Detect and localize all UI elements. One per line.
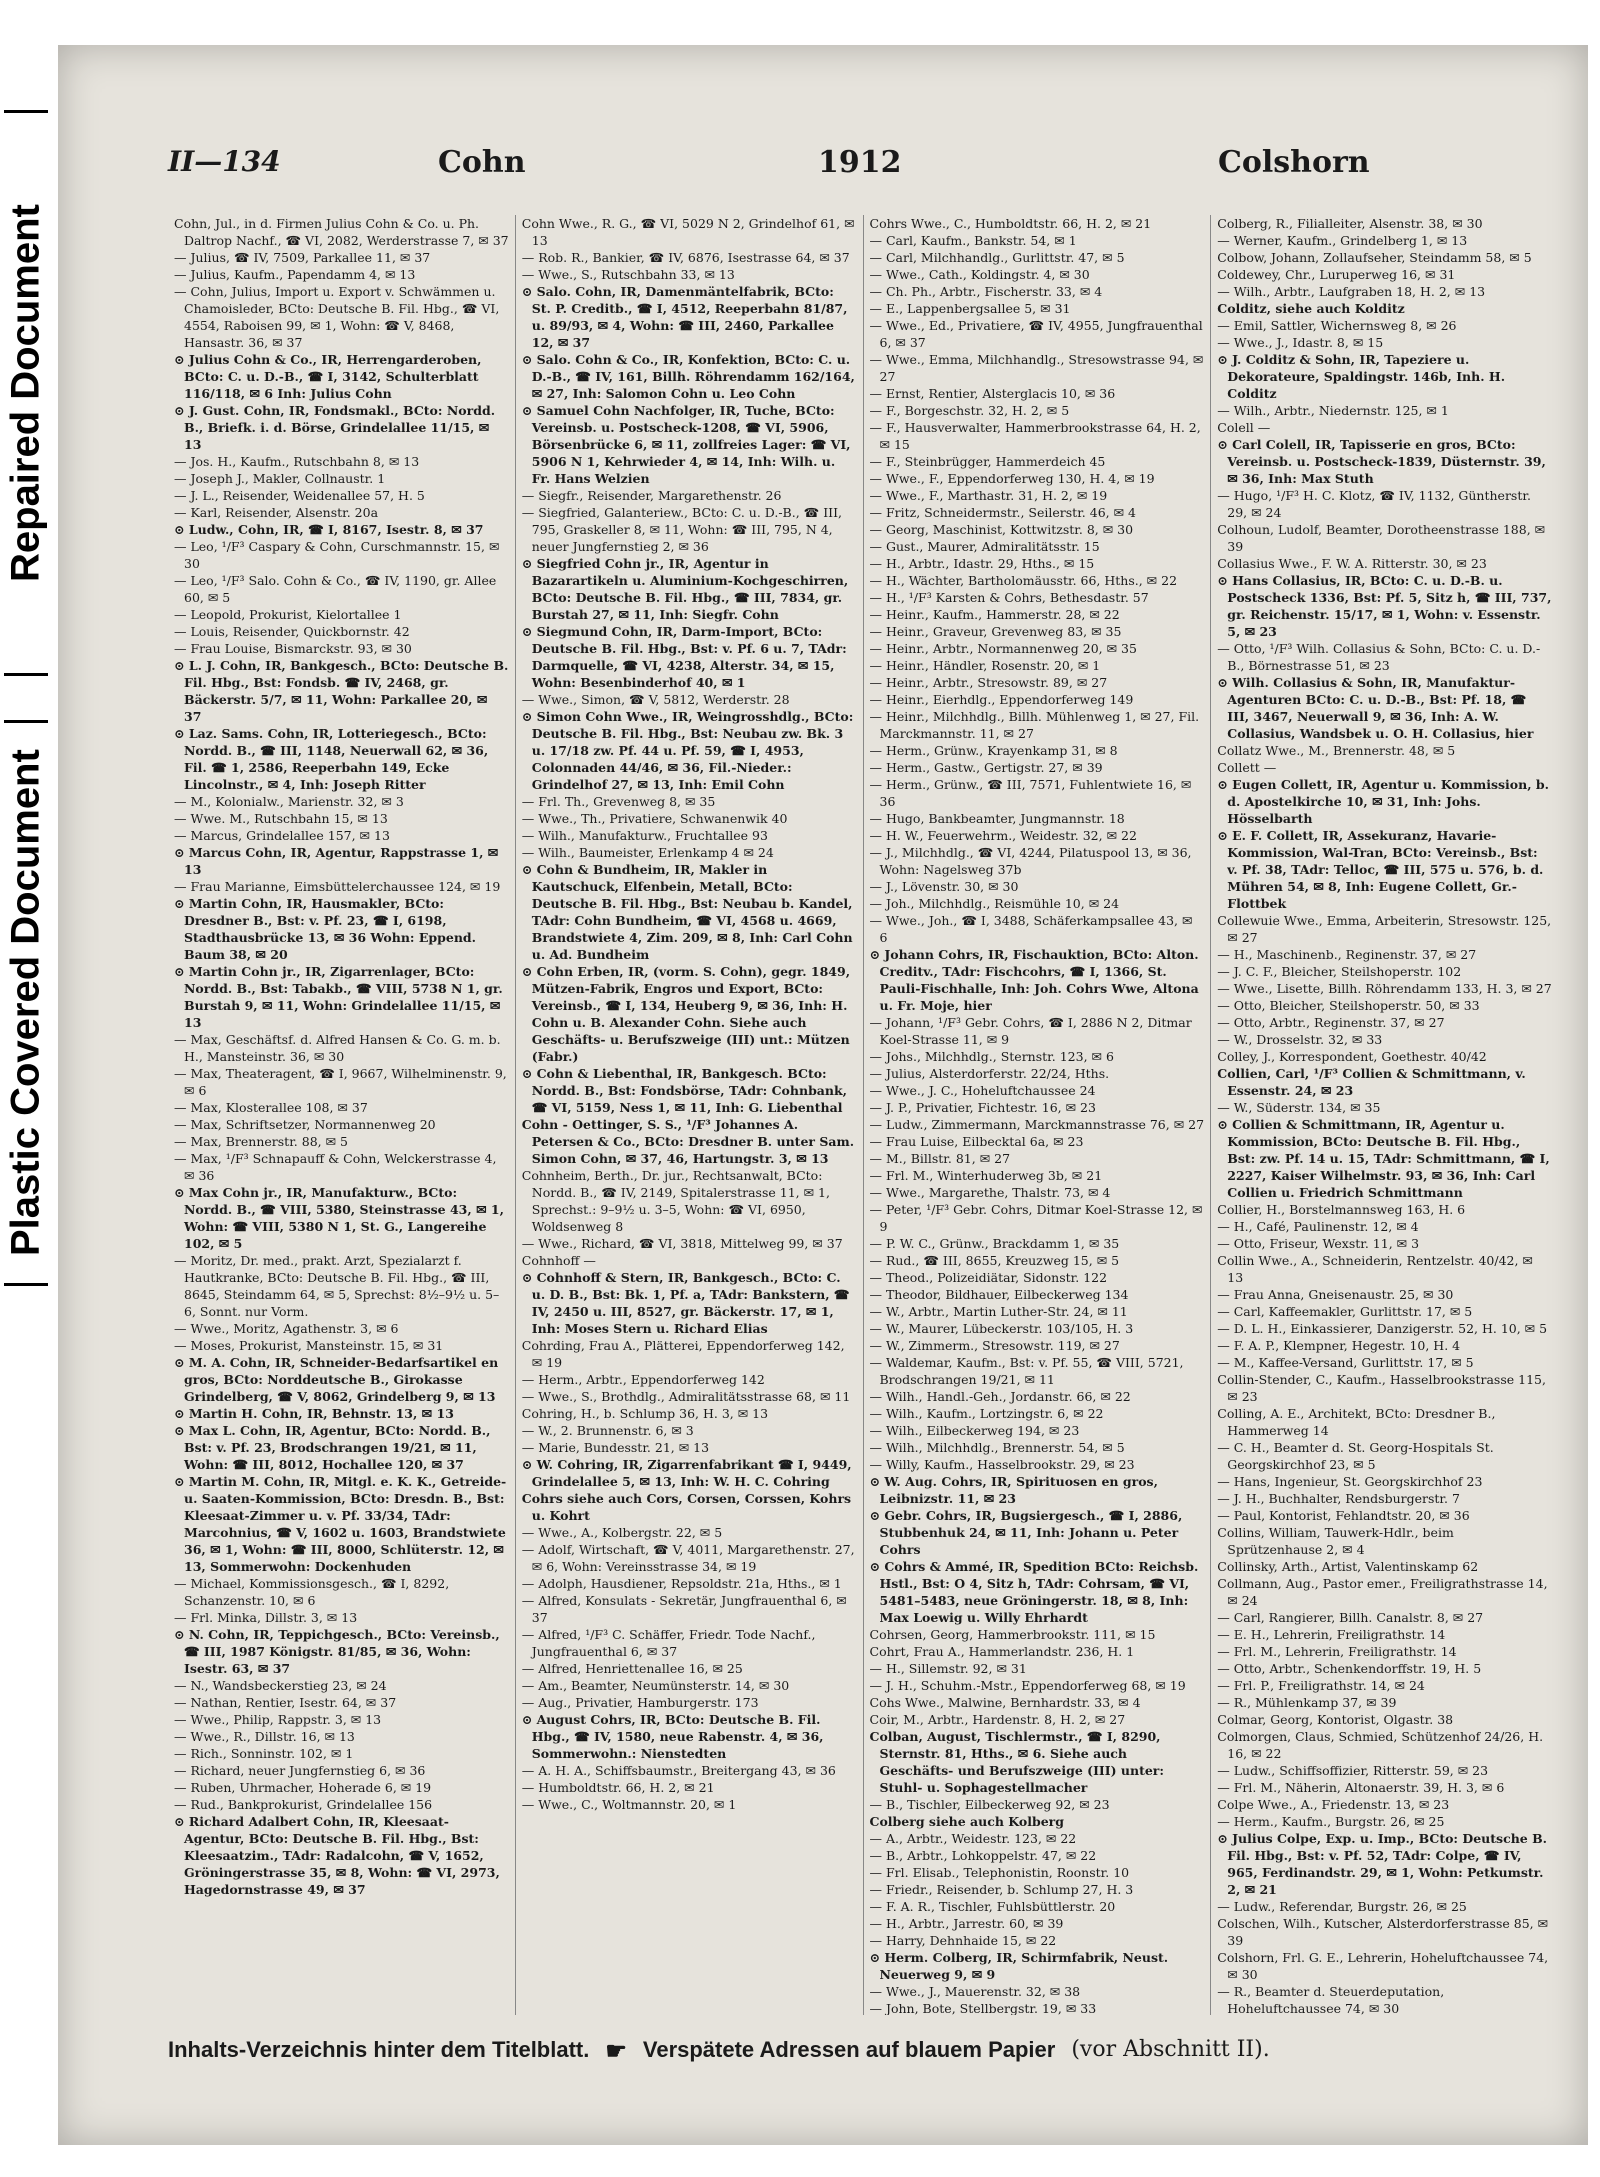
directory-entry: Colpe Wwe., A., Friedenstr. 13, ✉ 23 — [1217, 1797, 1450, 1812]
directory-entry: Cohnheim, Berth., Dr. jur., Rechtsanwalt, BCto: Nordd. B., ☎ IV, 2149, Spitalerstrasse 11, ✉ 1, Sprechst.: 9–9½ u. 3–5, Wohn: ☎ VI, 6950, Woldsenweg 8 — [521, 1168, 830, 1234]
directory-entry: — Wwe., R., Dillstr. 16, ✉ 13 — [174, 1729, 355, 1744]
directory-entry: Collasius Wwe., F. W. A. Ritterstr. 30, ✉ 23 — [1217, 556, 1487, 571]
directory-entry: Colhoun, Ludolf, Beamter, Dorotheenstrasse 188, ✉ 39 — [1217, 522, 1546, 554]
directory-entry: Cohrs siehe auch Cors, Corsen, Corssen, Kohrs u. Kohrt — [521, 1491, 852, 1523]
directory-entry: — Rob. R., Bankier, ☎ IV, 6876, Isestrasse 64, ✉ 37 — [521, 250, 850, 265]
directory-entry: — Heinr., Arbtr., Normannenweg 20, ✉ 35 — [869, 641, 1137, 656]
directory-entry: — Alfred, ¹/F³ C. Schäffer, Friedr. Tode Nachf., Jungfrauenthal 6, ✉ 37 — [521, 1627, 816, 1659]
directory-entry: — Humboldtstr. 66, H. 2, ✉ 21 — [521, 1780, 715, 1795]
directory-entry: Collatz Wwe., M., Brennerstr. 48, ✉ 5 — [1217, 743, 1456, 758]
directory-entry: — Wilh., Arbtr., Laufgraben 18, H. 2, ✉ 13 — [1217, 284, 1486, 299]
directory-entry: — Ludw., Referendar, Burgstr. 26, ✉ 25 — [1217, 1899, 1467, 1914]
directory-entry: — Hugo, Bankbeamter, Jungmannstr. 18 — [869, 811, 1125, 826]
directory-entry: — Herm., Grünw., Krayenkamp 31, ✉ 8 — [869, 743, 1118, 758]
directory-entry: — D. L. H., Einkassierer, Danzigerstr. 52, H. 10, ✉ 5 — [1217, 1321, 1548, 1336]
directory-entry: — Heinr., Milchhdlg., Billh. Mühlenweg 1, ✉ 27, Fil. Marckmannstr. 11, ✉ 27 — [869, 709, 1200, 741]
directory-entry: — Hugo, ¹/F³ H. C. Klotz, ☎ IV, 1132, Güntherstr. 29, ✉ 24 — [1217, 488, 1531, 520]
directory-entry: — Carl, Kaufm., Bankstr. 54, ✉ 1 — [869, 233, 1077, 248]
directory-entry: — Wwe., Joh., ☎ I, 3488, Schäferkampsallee 43, ✉ 6 — [869, 913, 1193, 945]
directory-entry: — M., Kolonialw., Marienstr. 32, ✉ 3 — [174, 794, 404, 809]
directory-entry: — R., Mühlenkamp 37, ✉ 39 — [1217, 1695, 1397, 1710]
directory-entry: — Herm., Gastw., Gertigstr. 27, ✉ 39 — [869, 760, 1103, 775]
directory-entry: — Wwe., Philip, Rappstr. 3, ✉ 13 — [174, 1712, 382, 1727]
directory-entry: — H., Café, Paulinenstr. 12, ✉ 4 — [1217, 1219, 1419, 1234]
directory-entry: ⊙ Martin Cohn jr., IR, Zigarrenlager, BCto: Nordd. B., Bst: Tabakb., ☎ VIII, 5738 N 1, gr. Burstah 9, ✉ 11, Wohn: Grindelallee 11/15, ✉ 13 — [174, 964, 503, 1030]
directory-entry: Collmann, Aug., Pastor emer., Freiligrathstrasse 14, ✉ 24 — [1217, 1576, 1548, 1608]
directory-entry: — Leo, ¹/F³ Caspary & Cohn, Curschmannstr. 15, ✉ 30 — [174, 539, 500, 571]
directory-entry: — Ludw., Zimmermann, Marckmannstrasse 76, ✉ 27 — [869, 1117, 1205, 1132]
directory-entry: — Wilh., Kaufm., Lortzingstr. 6, ✉ 22 — [869, 1406, 1104, 1421]
directory-entry: ⊙ W. Aug. Cohrs, IR, Spirituosen en gros, Leibnizstr. 11, ✉ 23 — [869, 1474, 1158, 1506]
directory-entry: — W., Arbtr., Martin Luther-Str. 24, ✉ 11 — [869, 1304, 1128, 1319]
directory-entry: — Wwe., Richard, ☎ VI, 3818, Mittelweg 99, ✉ 37 — [521, 1236, 843, 1251]
directory-entry: — Leo, ¹/F³ Salo. Cohn & Co., ☎ IV, 1190, gr. Allee 60, ✉ 5 — [174, 573, 497, 605]
directory-entry: — Rich., Sonninstr. 102, ✉ 1 — [174, 1746, 354, 1761]
footer-late-addresses: Verspätete Adressen auf blauem Papier — [642, 2037, 1056, 2062]
directory-entry: — Alfred, Konsulats - Sekretär, Jungfrauenthal 6, ✉ 37 — [521, 1593, 847, 1625]
directory-entry: — Leopold, Prokurist, Kielortallee 1 — [174, 607, 402, 622]
directory-entry: ⊙ Siegmund Cohn, IR, Darm-Import, BCto: Deutsche B. Fil. Hbg., Bst: v. Pf. 6 u. 7, TAdr: Darmquelle, ☎ VI, 4238, Alterstr. 34, ✉ 15, Wohn: Besenbinderhof 40, ✉ 1 — [521, 624, 847, 690]
directory-entry: — J. C. F., Bleicher, Steilshoperstr. 102 — [1217, 964, 1462, 979]
directory-entry: Colban, August, Tischlermstr., ☎ I, 8290, Sternstr. 81, Hths., ✉ 6. Siehe auch Geschäfts- und Berufszweige (III) unter: Stuhl- u. Sophagestellmacher — [869, 1729, 1164, 1795]
directory-entry: — Herm., Arbtr., Eppendorferweg 142 — [521, 1372, 765, 1387]
directory-entry: — N., Wandsbeckerstieg 23, ✉ 24 — [174, 1678, 387, 1693]
directory-entry: — Frau Anna, Gneisenaustr. 25, ✉ 30 — [1217, 1287, 1454, 1302]
directory-entry: Collinsky, Arth., Artist, Valentinskamp 62 — [1217, 1559, 1479, 1574]
directory-entry: ⊙ J. Colditz & Sohn, IR, Tapeziere u. Dekorateure, Spaldingstr. 146b, Inh. H. Colditz — [1217, 352, 1506, 401]
directory-entry: — Wilh., Baumeister, Erlenkamp 4 ✉ 24 — [521, 845, 774, 860]
directory-entry: ⊙ Simon Cohn Wwe., IR, Weingrosshdlg., BCto: Deutsche B. Fil. Hbg., Bst: Neubau zw. Bk. 3 u. 17/18 zw. Pf. 44 u. Pf. 59, ☎ I, 4953, Colonnaden 44/46, ✉ 36, Fil.-Nieder.: Grindelhof 27, ✉ 13, Inh: Emil Cohn — [521, 709, 854, 792]
directory-entry: Colditz, siehe auch Kolditz — [1217, 301, 1405, 316]
directory-entry: — Wwe., Simon, ☎ V, 5812, Werderstr. 28 — [521, 692, 790, 707]
directory-entry: — Frl. Th., Grevenweg 8, ✉ 35 — [521, 794, 716, 809]
directory-entry: — Heinr., Arbtr., Stresowstr. 89, ✉ 27 — [869, 675, 1108, 690]
directory-entry: — Michael, Kommissionsgesch., ☎ I, 8292, Schanzenstr. 10, ✉ 6 — [174, 1576, 450, 1608]
directory-entry: — F., Steinbrügger, Hammerdeich 45 — [869, 454, 1106, 469]
directory-entry: Cohrding, Frau A., Plätterei, Eppendorferweg 142, ✉ 19 — [521, 1338, 845, 1370]
directory-entry: — W., Süderstr. 134, ✉ 35 — [1217, 1100, 1381, 1115]
directory-entry: — P. W. C., Grünw., Brackdamm 1, ✉ 35 — [869, 1236, 1120, 1251]
directory-entry: — Wwe., Lisette, Billh. Röhrendamm 133, H. 3, ✉ 27 — [1217, 981, 1552, 996]
directory-entry: — Cohn, Julius, Import u. Export v. Schwämmen u. Chamoisleder, BCto: Deutsche B. Fil. Hbg., ☎ VI, 4554, Raboisen 99, ✉ 1, Wohn: ☎ V, 8468, Hansastr. 36, ✉ 37 — [174, 284, 500, 350]
directory-entry: — Otto, Bleicher, Steilshoperstr. 50, ✉ 33 — [1217, 998, 1480, 1013]
directory-entry: — Ruben, Uhrmacher, Hoherade 6, ✉ 19 — [174, 1780, 432, 1795]
directory-entry: — Wilh., Milchhdlg., Brennerstr. 54, ✉ 5 — [869, 1440, 1125, 1455]
directory-entry: ⊙ Herm. Colberg, IR, Schirmfabrik, Neust. Neuerweg 9, ✉ 9 — [869, 1950, 1169, 1982]
directory-entry: ⊙ Martin M. Cohn, IR, Mitgl. e. K. K., Getreide- u. Saaten-Kommission, BCto: Dresdn. B., Bst: Kleesaat-Zimmer u. v. Pf. 33/34, TAdr: Marcohnius, ☎ V, 1602 u. 1603, Brandstwiete 36, ✉ 1, Wohn: ☎ III, 8000, Schlüterstr. 12, ✉ 13, Sommerwohn: Dockenhuden — [174, 1474, 507, 1574]
directory-entry: Collewuie Wwe., Emma, Arbeiterin, Stresowstr. 125, ✉ 27 — [1217, 913, 1552, 945]
directory-entry: Colshorn, Frl. G. E., Lehrerin, Hoheluftchaussee 74, ✉ 30 — [1217, 1950, 1549, 1982]
directory-page — [58, 45, 1588, 2145]
directory-entry: Colberg, R., Filialleiter, Alsenstr. 38, ✉ 30 — [1217, 216, 1483, 231]
directory-entry: — E., Lappenbergsallee 5, ✉ 31 — [869, 301, 1071, 316]
directory-entry: — J. H., Buchhalter, Rendsburgerstr. 7 — [1217, 1491, 1460, 1506]
directory-entry: — Richard, neuer Jungfernstieg 6, ✉ 36 — [174, 1763, 426, 1778]
directory-entry: — Otto, Arbtr., Reginenstr. 37, ✉ 27 — [1217, 1015, 1445, 1030]
directory-entry: — Ernst, Rentier, Alsterglacis 10, ✉ 36 — [869, 386, 1116, 401]
directory-entry: — Adolf, Wirtschaft, ☎ V, 4011, Margarethenstr. 27, ✉ 6, Wohn: Vereinsstrasse 34, ✉ 19 — [521, 1542, 855, 1574]
directory-entry: — Wwe. M., Rutschbahn 15, ✉ 13 — [174, 811, 388, 826]
directory-entry: — A. H. A., Schiffsbaumstr., Breitergang 43, ✉ 36 — [521, 1763, 836, 1778]
directory-entry: — Ludw., Schiffsoffizier, Ritterstr. 59, ✉ 23 — [1217, 1763, 1489, 1778]
directory-entry: — H., ¹/F³ Karsten & Cohrs, Bethesdastr. 57 — [869, 590, 1149, 605]
directory-entry: — Wilh., Eilbeckerweg 194, ✉ 23 — [869, 1423, 1080, 1438]
directory-entry: ⊙ Cohrs & Ammé, IR, Spedition BCto: Reichsb. Hstl., Bst: O 4, Sitz h, TAdr: Cohrsam, ☎ VI, 5481–5483, neue Gröningerstr. 18, ✉ 8, Inh: Max Loewig u. Willy Ehrhardt — [869, 1559, 1199, 1625]
repaired-document-label: Repaired Document — [4, 110, 48, 676]
directory-entry: — F., Hausverwalter, Hammerbrookstrasse 64, H. 2, ✉ 15 — [869, 420, 1201, 452]
directory-entry: — Wwe., F., Marthastr. 31, H. 2, ✉ 19 — [869, 488, 1108, 503]
directory-entry: — Johs., Milchhdlg., Sternstr. 123, ✉ 6 — [869, 1049, 1114, 1064]
directory-entry: — Max, Brennerstr. 88, ✉ 5 — [174, 1134, 348, 1149]
directory-entry: — A., Arbtr., Weidestr. 123, ✉ 22 — [869, 1831, 1077, 1846]
directory-entry: Cohn - Oettinger, S. S., ¹/F³ Johannes A. Petersen & Co., BCto: Dresdner B. unter Sam. Simon Cohn, ✉ 37, 46, Hartungstr. 3, ✉ 13 — [521, 1117, 855, 1166]
directory-entry: ⊙ Ludw., Cohn, IR, ☎ I, 8167, Isestr. 8, ✉ 37 — [174, 522, 484, 537]
directory-entry: — Rud., ☎ III, 8655, Kreuzweg 15, ✉ 5 — [869, 1253, 1120, 1268]
directory-entry: Colley, J., Korrespondent, Goethestr. 40/42 — [1217, 1049, 1487, 1064]
directory-entry: — Frl. Elisab., Telephonistin, Roonstr. 10 — [869, 1865, 1130, 1880]
directory-entry: — Wilh., Arbtr., Niedernstr. 125, ✉ 1 — [1217, 403, 1449, 418]
directory-entry: — Emil, Sattler, Wichernsweg 8, ✉ 26 — [1217, 318, 1457, 333]
directory-entry: ⊙ Salo. Cohn & Co., IR, Konfektion, BCto: C. u. D.-B., ☎ IV, 161, Billh. Röhrendamm 162/164, ✉ 27, Inh: Salomon Cohn u. Leo Cohn — [521, 352, 855, 401]
directory-entry: — Louis, Reisender, Quickbornstr. 42 — [174, 624, 410, 639]
directory-entry: — Siegfried, Galanteriew., BCto: C. u. D.-B., ☎ III, 795, Graskeller 8, ✉ 11, Wohn: ☎ III, 795, N 4, neuer Jungfernstieg 2, ✉ 36 — [521, 505, 842, 554]
directory-entry: — Julius, Alsterdorferstr. 22/24, Hths. — [869, 1066, 1110, 1081]
directory-entry: — Wwe., S., Rutschbahn 33, ✉ 13 — [521, 267, 735, 282]
directory-entry: — Theod., Polizeidiätar, Sidonstr. 122 — [869, 1270, 1108, 1285]
directory-entry: — Wwe., Cath., Koldingstr. 4, ✉ 30 — [869, 267, 1090, 282]
directory-entry: ⊙ Carl Colell, IR, Tapisserie en gros, BCto: Vereinsb. u. Postscheck-1839, Düsternstr. 39, ✉ 36, Inh: Max Stuth — [1217, 437, 1546, 486]
directory-entry: Collien, Carl, ¹/F³ Collien & Schmittmann, v. Essenstr. 24, ✉ 23 — [1217, 1066, 1526, 1098]
directory-entry: — Wilh., Manufakturw., Fruchtallee 93 — [521, 828, 768, 843]
directory-entry: Coldewey, Chr., Luruperweg 16, ✉ 31 — [1217, 267, 1456, 282]
directory-entry: ⊙ Marcus Cohn, IR, Agentur, Rappstrasse 1, ✉ 13 — [174, 845, 499, 877]
directory-entry: Colberg siehe auch Kolberg — [869, 1814, 1064, 1829]
page-footer — [168, 2037, 1558, 2077]
directory-entry: — J., Milchhdlg., ☎ VI, 4244, Pilatuspool 13, ✉ 36, Wohn: Nagelsweg 37b — [869, 845, 1192, 877]
directory-entry: Cohn Wwe., R. G., ☎ VI, 5029 N 2, Grindelhof 61, ✉ 13 — [521, 216, 855, 248]
directory-entry: ⊙ Johann Cohrs, IR, Fischauktion, BCto: Alton. Creditv., TAdr: Fischcohrs, ☎ I, 1366, St. Pauli-Fischhalle, Inh: Joh. Cohrs Wwe, Altona u. Fr. Moje, hier — [869, 947, 1199, 1013]
directory-entry: — Fritz, Schneidermstr., Seilerstr. 46, ✉ 4 — [869, 505, 1136, 520]
directory-entry: ⊙ Julius Colpe, Exp. u. Imp., BCto: Deutsche B. Fil. Hbg., Bst: v. Pf. 52, TAdr: Colpe, ☎ IV, 965, Ferdinandstr. 29, ✉ 1, Wohn: Petkumstr. 2, ✉ 21 — [1217, 1831, 1548, 1897]
directory-entry: ⊙ W. Cohring, IR, Zigarrenfabrikant ☎ I, 9449, Grindelallee 5, ✉ 13, Inh: W. H. C. Cohring — [521, 1457, 852, 1489]
directory-entry: — Aug., Privatier, Hamburgerstr. 173 — [521, 1695, 759, 1710]
directory-entry: — Julius, ☎ IV, 7509, Parkallee 11, ✉ 37 — [174, 250, 431, 265]
directory-entry: ⊙ Julius Cohn & Co., IR, Herrengarderoben, BCto: C. u. D.-B., ☎ I, 3142, Schulterblatt 116/118, ✉ 6 Inh: Julius Cohn — [174, 352, 482, 401]
directory-entry: ⊙ M. A. Cohn, IR, Schneider-Bedarfsartikel en gros, BCto: Norddeutsche B., Girokasse Grindelberg, ☎ V, 8062, Grindelberg 9, ✉ 13 — [174, 1355, 499, 1404]
directory-entry: — H., Arbtr., Jarrestr. 60, ✉ 39 — [869, 1916, 1064, 1931]
directory-entry: — Marcus, Grindelallee 157, ✉ 13 — [174, 828, 390, 843]
directory-entry: ⊙ Cohn & Liebenthal, IR, Bankgesch. BCto: Nordd. B., Bst: Fondsbörse, TAdr: Cohnbank, ☎ VI, 5159, Ness 1, ✉ 11, Inh: G. Liebenthal — [521, 1066, 848, 1115]
directory-entry: Colmorgen, Claus, Schmied, Schützenhof 24/26, H. 16, ✉ 22 — [1217, 1729, 1544, 1761]
directory-entry: — B., Arbtr., Lohkoppelstr. 47, ✉ 22 — [869, 1848, 1097, 1863]
directory-entry: — Peter, ¹/F³ Gebr. Cohrs, Ditmar Koel-Strasse 12, ✉ 9 — [869, 1202, 1203, 1234]
directory-entry: — Georg, Maschinist, Kottwitzstr. 8, ✉ 30 — [869, 522, 1134, 537]
directory-entry: ⊙ L. J. Cohn, IR, Bankgesch., BCto: Deutsche B. Fil. Hbg., Bst: Fondsb. ☎ IV, 2468, gr. Bäckerstr. 5/7, ✉ 11, Wohn: Parkallee 20, ✉ 37 — [174, 658, 509, 724]
directory-entry: — Otto, ¹/F³ Wilh. Collasius & Sohn, BCto: C. u. D.-B., Börnestrasse 51, ✉ 23 — [1217, 641, 1541, 673]
directory-entry: — Frl. Minka, Dillstr. 3, ✉ 13 — [174, 1610, 358, 1625]
directory-entry: Cohrt, Frau A., Hammerlandstr. 236, H. 1 — [869, 1644, 1135, 1659]
directory-entry: — Moritz, Dr. med., prakt. Arzt, Spezialarzt f. Hautkranke, BCto: Deutsche B. Fil. Hbg., ☎ III, 8645, Steindamm 64, ✉ 5, Sprechst: 8½–9½ u. 5–6, Sonnt. nur Vorm. — [174, 1253, 500, 1319]
directory-entry: ⊙ Samuel Cohn Nachfolger, IR, Tuche, BCto: Vereinsb. u. Postscheck-1208, ☎ VI, 5906, Börsenbrücke 6, ✉ 11, zollfreies Lager: ☎ VI, 5906 N 1, Kehrwieder 4, ✉ 14, Inh: Wilh. u. Fr. Hans Welzien — [521, 403, 851, 486]
directory-entry: ⊙ Eugen Collett, IR, Agentur u. Kommission, b. d. Apostelkirche 10, ✉ 31, Inh: Johs. Hösselbarth — [1217, 777, 1549, 826]
directory-entry: — Frl. M., Winterhuderweg 3b, ✉ 21 — [869, 1168, 1103, 1183]
directory-entry: ⊙ August Cohrs, IR, BCto: Deutsche B. Fil. Hbg., ☎ IV, 1580, neue Rabenstr. 4, ✉ 36, Sommerwohn.: Nienstedten — [521, 1712, 824, 1761]
directory-entry: — H., Arbtr., Idastr. 29, Hths., ✉ 15 — [869, 556, 1095, 571]
directory-entry: — H., Wächter, Bartholomäusstr. 66, Hths., ✉ 22 — [869, 573, 1178, 588]
directory-entry: — J. H., Schuhm.-Mstr., Eppendorferweg 68, ✉ 19 — [869, 1678, 1186, 1693]
directory-entry: ⊙ Martin H. Cohn, IR, Behnstr. 13, ✉ 13 — [174, 1406, 454, 1421]
directory-entry: — Frau Marianne, Eimsbüttelerchaussee 124, ✉ 19 — [174, 879, 501, 894]
directory-entry: — H. W., Feuerwehrm., Weidestr. 32, ✉ 22 — [869, 828, 1137, 843]
directory-entry: Cohrs Wwe., C., Humboldtstr. 66, H. 2, ✉ 21 — [869, 216, 1152, 231]
directory-entry: Cohnhoff — — [521, 1253, 596, 1268]
directory-entry: — Rud., Bankprokurist, Grindelallee 156 — [174, 1797, 433, 1812]
directory-entry: — J. P., Privatier, Fichtestr. 16, ✉ 23 — [869, 1100, 1096, 1115]
directory-entry: — Friedr., Reisender, b. Schlump 27, H. 3 — [869, 1882, 1134, 1897]
directory-columns — [168, 215, 1558, 2015]
directory-entry: Cohrsen, Georg, Hammerbrookstr. 111, ✉ 15 — [869, 1627, 1156, 1642]
directory-entry: — Waldemar, Kaufm., Bst: v. Pf. 55, ☎ VIII, 5721, Brodschrangen 19/21, ✉ 11 — [869, 1355, 1184, 1387]
directory-entry: Colmar, Georg, Kontorist, Olgastr. 38 — [1217, 1712, 1454, 1727]
directory-entry: — Max, ¹/F³ Schnapauff & Cohn, Welckerstrasse 4, ✉ 36 — [174, 1151, 497, 1183]
directory-entry: — F. A. R., Tischler, Fuhlsbüttlerstr. 20 — [869, 1899, 1116, 1914]
directory-entry: — Moses, Prokurist, Mansteinstr. 15, ✉ 31 — [174, 1338, 444, 1353]
directory-entry: — Wwe., Emma, Milchhandlg., Stresowstrasse 94, ✉ 27 — [869, 352, 1204, 384]
directory-entry: — Heinr., Eierhdlg., Eppendorferweg 149 — [869, 692, 1134, 707]
directory-entry: — Heinr., Händler, Rosenstr. 20, ✉ 1 — [869, 658, 1101, 673]
directory-entry: ⊙ Cohn & Bundheim, IR, Makler in Kautschuck, Elfenbein, Metall, BCto: Deutsche B. Fil. Hbg., Bst: Neubau b. Kandel, TAdr: Cohn Bundheim, ☎ VI, 4568 u. 4669, Brandstwiete 4, Zim. 209, ✉ 8, Inh: Carl Cohn u. Ad. Bundheim — [521, 862, 853, 962]
directory-entry: ⊙ Max Cohn jr., IR, Manufakturw., BCto: Nordd. B., ☎ VIII, 5380, Steinstrasse 43, ✉ 1, Wohn: ☎ VIII, 5380 N 1, St. G., Langereihe 102, ✉ 5 — [174, 1185, 504, 1251]
directory-entry: — J. L., Reisender, Weidenallee 57, H. 5 — [174, 488, 425, 503]
directory-entry: — Theodor, Bildhauer, Eilbeckerweg 134 — [869, 1287, 1129, 1302]
directory-entry: Colling, A. E., Architekt, BCto: Dresdner B., Hammerweg 14 — [1217, 1406, 1496, 1438]
directory-entry: — Heinr., Graveur, Grevenweg 83, ✉ 35 — [869, 624, 1122, 639]
side-labels — [0, 0, 52, 2177]
directory-entry: — W., Drosselstr. 32, ✉ 33 — [1217, 1032, 1383, 1047]
directory-entry: — Ch. Ph., Arbtr., Fischerstr. 33, ✉ 4 — [869, 284, 1103, 299]
directory-entry: Collier, H., Borstelmannsweg 163, H. 6 — [1217, 1202, 1466, 1217]
directory-entry: — Adolph, Hausdiener, Repsoldstr. 21a, Hths., ✉ 1 — [521, 1576, 842, 1591]
directory-entry: — Johann, ¹/F³ Gebr. Cohrs, ☎ I, 2886 N 2, Ditmar Koel-Strasse 11, ✉ 9 — [869, 1015, 1192, 1047]
directory-entry: Cohs Wwe., Malwine, Bernhardstr. 33, ✉ 4 — [869, 1695, 1141, 1710]
directory-entry: — Wwe., Th., Privatiere, Schwanenwik 40 — [521, 811, 788, 826]
directory-entry: — Max, Geschäftsf. d. Alfred Hansen & Co. G. m. b. H., Mansteinstr. 36, ✉ 30 — [174, 1032, 501, 1064]
directory-entry: ⊙ Collien & Schmittmann, IR, Agentur u. Kommission, BCto: Deutsche B. Fil. Hbg., Bst: zw. Pf. 14 u. 15, TAdr: Schmittmann, ☎ I, 2227, Kaiser Wilhelmstr. 93, ✉ 36, Inh: Carl Collien u. Friedrich Schmittmann — [1217, 1117, 1550, 1200]
directory-entry: — F. A. P., Klempner, Hegestr. 10, H. 4 — [1217, 1338, 1461, 1353]
directory-entry: — H., Maschinenb., Reginenstr. 37, ✉ 27 — [1217, 947, 1477, 962]
directory-entry: — W., Maurer, Lübeckerstr. 103/105, H. 3 — [869, 1321, 1134, 1336]
directory-entry: Cohring, H., b. Schlump 36, H. 3, ✉ 13 — [521, 1406, 769, 1421]
directory-entry: — Max, Theateragent, ☎ I, 9667, Wilhelminenstr. 9, ✉ 6 — [174, 1066, 507, 1098]
directory-entry: — F., Borgeschstr. 32, H. 2, ✉ 5 — [869, 403, 1070, 418]
directory-entry: — Heinr., Kaufm., Hammerstr. 28, ✉ 22 — [869, 607, 1120, 622]
directory-entry: — Frau Louise, Bismarckstr. 93, ✉ 30 — [174, 641, 412, 656]
directory-entry: — Frl. P., Freiligrathstr. 14, ✉ 24 — [1217, 1678, 1425, 1693]
directory-entry: — Frl. M., Lehrerin, Freiligrathstr. 14 — [1217, 1644, 1457, 1659]
directory-entry: — Wwe., S., Brothdlg., Admiralitätsstrasse 68, ✉ 11 — [521, 1389, 851, 1404]
directory-entry: — H., Sillemstr. 92, ✉ 31 — [869, 1661, 1027, 1676]
directory-entry: — W., 2. Brunnenstr. 6, ✉ 3 — [521, 1423, 694, 1438]
directory-entry: ⊙ Wilh. Collasius & Sohn, IR, Manufaktur-Agenturen BCto: C. u. D.-B., Bst: Pf. 18, ☎ III, 3467, Neuerwall 9, ✉ 36, Inh: A. W. Collasius, Wandsbek u. O. H. Collasius, hier — [1217, 675, 1534, 741]
header-last-name: Colshorn — [1218, 145, 1370, 180]
directory-entry: ⊙ Gebr. Cohrs, IR, Bugsiergesch., ☎ I, 2886, Stubbenhuk 24, ✉ 11, Inh: Johann u. Peter Cohrs — [869, 1508, 1183, 1557]
directory-entry: Collin-Stender, C., Kaufm., Hasselbrookstrasse 115, ✉ 23 — [1217, 1372, 1546, 1404]
directory-entry: Colschen, Wilh., Kutscher, Alsterdorferstrasse 85, ✉ 39 — [1217, 1916, 1549, 1948]
directory-entry: — B., Tischler, Eilbeckerweg 92, ✉ 23 — [869, 1797, 1110, 1812]
directory-entry: ⊙ Richard Adalbert Cohn, IR, Kleesaat-Agentur, BCto: Deutsche B. Fil. Hbg., Bst: Kleesaatzim., TAdr: Radalcohn, ☎ V, 1652, Gröningerstrasse 35, ✉ 8, Wohn: ☎ VI, 2973, Hagedornstrasse 49, ✉ 37 — [174, 1814, 500, 1897]
directory-entry: — Wwe., C., Woltmannstr. 20, ✉ 1 — [521, 1797, 737, 1812]
directory-entry: — Max, Schriftsetzer, Normannenweg 20 — [174, 1117, 436, 1132]
directory-entry: — Am., Beamter, Neumünsterstr. 14, ✉ 30 — [521, 1678, 790, 1693]
directory-entry: — Carl, Kaffeemakler, Gurlittstr. 17, ✉ 5 — [1217, 1304, 1473, 1319]
directory-entry: ⊙ Laz. Sams. Cohn, IR, Lotteriegesch., BCto: Nordd. B., ☎ III, 1148, Neuerwall 62, ✉ 36, Fil. ☎ 1, 2586, Reeperbahn 149, Ecke Lincolnstr., ✉ 4, Inh: Joseph Ritter — [174, 726, 489, 792]
header-first-name: Cohn — [438, 145, 526, 180]
directory-entry: — Frl. M., Näherin, Altonaerstr. 39, H. 3, ✉ 6 — [1217, 1780, 1505, 1795]
column-3 — [863, 215, 1211, 2015]
directory-entry: ⊙ Max L. Cohn, IR, Agentur, BCto: Nordd. B., Bst: v. Pf. 23, Brodschrangen 19/21, ✉ 11, Wohn: ☎ III, 8012, Hochallee 120, ✉ 37 — [174, 1423, 491, 1472]
column-1 — [168, 215, 515, 2015]
plastic-covered-document-label: Plastic Covered Document — [4, 720, 48, 1286]
column-2 — [515, 215, 863, 2015]
directory-entry: — W., Zimmerm., Stresowstr. 119, ✉ 27 — [869, 1338, 1120, 1353]
directory-entry: ⊙ Hans Collasius, IR, BCto: C. u. D.-B. u. Postscheck 1336, Bst: Pf. 5, Sitz h, ☎ III, 737, gr. Reichenstr. 15/17, ✉ 1, Wohn: v. Essenstr. 5, ✉ 23 — [1217, 573, 1552, 639]
directory-entry: Colbow, Johann, Zollaufseher, Steindamm 58, ✉ 5 — [1217, 250, 1532, 265]
page-header — [168, 105, 1558, 195]
footer-section-note: (vor Abschnitt II). — [1071, 2037, 1270, 2062]
column-4 — [1210, 215, 1558, 2015]
directory-entry: — Gust., Maurer, Admiralitätsstr. 15 — [869, 539, 1100, 554]
directory-entry: — Wwe., J., Mauerenstr. 32, ✉ 38 — [869, 1984, 1081, 1999]
directory-entry: — Werner, Kaufm., Grindelberg 1, ✉ 13 — [1217, 233, 1468, 248]
directory-entry: ⊙ Martin Cohn, IR, Hausmakler, BCto: Dresdner B., Bst: v. Pf. 23, ☎ I, 6198, Stadthausbrücke 13, ✉ 36 Wohn: Eppend. Baum 38, ✉ 20 — [174, 896, 477, 962]
directory-entry: Collett — — [1217, 760, 1277, 775]
directory-entry: — Karl, Reisender, Alsenstr. 20a — [174, 505, 379, 520]
page-number: II—134 — [168, 145, 281, 178]
directory-entry: — Max, Klosterallee 108, ✉ 37 — [174, 1100, 368, 1115]
directory-entry: — Julius, Kaufm., Papendamm 4, ✉ 13 — [174, 267, 416, 282]
directory-entry: — Jos. H., Kaufm., Rutschbahn 8, ✉ 13 — [174, 454, 420, 469]
directory-entry: Coir, M., Arbtr., Hardenstr. 8, H. 2, ✉ 27 — [869, 1712, 1126, 1727]
directory-entry: — Wwe., F., Eppendorferweg 130, H. 4, ✉ 19 — [869, 471, 1155, 486]
directory-entry: — Nathan, Rentier, Isestr. 64, ✉ 37 — [174, 1695, 397, 1710]
directory-entry: ⊙ Siegfried Cohn jr., IR, Agentur in Bazarartikeln u. Aluminium-Kochgeschirren, BCto: Deutsche B. Fil. Hbg., ☎ III, 7834, gr. Burstah 27, ✉ 11, Inh: Siegfr. Cohn — [521, 556, 849, 622]
directory-entry: — Wwe., J., Idastr. 8, ✉ 15 — [1217, 335, 1384, 350]
directory-entry: — Alfred, Henriettenallee 16, ✉ 25 — [521, 1661, 743, 1676]
directory-entry: ⊙ E. F. Collett, IR, Assekuranz, Havarie-Kommission, Wal-Tran, BCto: Vereinsb., Bst: v. Pf. 38, TAdr: Telloc, ☎ III, 575 u. 576, b. d. Mühren 54, ✉ 8, Inh: Eugene Collett, Gr.-Flottbek — [1217, 828, 1544, 911]
directory-entry: ⊙ N. Cohn, IR, Teppichgesch., BCto: Vereinsb., ☎ III, 1987 Königstr. 81/85, ✉ 36, Wohn: Isestr. 63, ✉ 37 — [174, 1627, 500, 1676]
directory-entry: ⊙ Cohnhoff & Stern, IR, Bankgesch., BCto: C. u. D. B., Bst: Bk. 1, Pf. a, TAdr: Bankstern, ☎ IV, 2450 u. III, 8527, gr. Bäckerstr. 17, ✉ 1, Inh: Moses Stern u. Richard Elias — [521, 1270, 850, 1336]
directory-entry: — Wwe., Ed., Privatiere, ☎ IV, 4955, Jungfrauenthal 6, ✉ 37 — [869, 318, 1203, 350]
directory-entry: — Otto, Friseur, Wexstr. 11, ✉ 3 — [1217, 1236, 1420, 1251]
directory-entry: — Frau Luise, Eilbecktal 6a, ✉ 23 — [869, 1134, 1084, 1149]
directory-entry: Collins, William, Tauwerk-Hdlr., beim Sprützenhause 2, ✉ 4 — [1217, 1525, 1454, 1557]
directory-entry: — Hans, Ingenieur, St. Georgskirchhof 23 — [1217, 1474, 1483, 1489]
directory-entry: — Joseph J., Makler, Collnaustr. 1 — [174, 471, 386, 486]
directory-entry: — Joh., Milchhdlg., Reismühle 10, ✉ 24 — [869, 896, 1120, 911]
directory-entry: Cohn, Jul., in d. Firmen Julius Cohn & Co. u. Ph. Daltrop Nachf., ☎ VI, 2082, Werderstrasse 7, ✉ 37 — [174, 216, 509, 248]
directory-entry: — R., Beamter d. Steuerdeputation, Hoheluftchaussee 74, ✉ 30 — [1217, 1984, 1445, 2015]
directory-entry: — Wwe., Moritz, Agathenstr. 3, ✉ 6 — [174, 1321, 399, 1336]
directory-entry: ⊙ Cohn Erben, IR, (vorm. S. Cohn), gegr. 1849, Mützen-Fabrik, Engros und Export, BCto: Vereinsb., ☎ I, 134, Heuberg 9, ✉ 36, Inh: H. Cohn u. B. Alexander Cohn. Siehe auch Geschäfts- u. Berufszweige (III) unt.: Mützen (Fabr.) — [521, 964, 851, 1064]
directory-entry: — Wwe., Margarethe, Thalstr. 73, ✉ 4 — [869, 1185, 1111, 1200]
directory-entry: ⊙ J. Gust. Cohn, IR, Fondsmakl., BCto: Nordd. B., Briefk. i. d. Börse, Grindelallee 11/15, ✉ 13 — [174, 403, 496, 452]
directory-entry: Colell — — [1217, 420, 1271, 435]
directory-entry: — Carl, Milchhandlg., Gurlittstr. 47, ✉ 5 — [869, 250, 1125, 265]
directory-entry: — Harry, Dehnhaide 15, ✉ 22 — [869, 1933, 1057, 1948]
directory-entry: — Wwe., A., Kolbergstr. 22, ✉ 5 — [521, 1525, 723, 1540]
directory-entry: — M., Kaffee-Versand, Gurlittstr. 17, ✉ 5 — [1217, 1355, 1474, 1370]
directory-entry: — C. H., Beamter d. St. Georg-Hospitals St. Georgskirchhof 23, ✉ 5 — [1217, 1440, 1494, 1472]
directory-entry: — Otto, Arbtr., Schenkendorffstr. 19, H. 5 — [1217, 1661, 1482, 1676]
directory-entry: — Siegfr., Reisender, Margarethenstr. 26 — [521, 488, 782, 503]
directory-entry: — Wwe., J. C., Hoheluftchaussee 24 — [869, 1083, 1096, 1098]
directory-entry: — J., Lövenstr. 30, ✉ 30 — [869, 879, 1019, 894]
header-year: 1912 — [818, 145, 902, 180]
directory-entry: — M., Billstr. 81, ✉ 27 — [869, 1151, 1011, 1166]
directory-entry: — John, Bote, Stellbergstr. 19, ✉ 33 — [869, 2001, 1097, 2015]
directory-entry: — Paul, Kontorist, Fehlandtstr. 20, ✉ 36 — [1217, 1508, 1470, 1523]
directory-entry: ⊙ Salo. Cohn, IR, Damenmäntelfabrik, BCto: St. P. Creditb., ☎ I, 4512, Reeperbahn 81/87, u. 89/93, ✉ 4, Wohn: ☎ III, 2460, Parkallee 12, ✉ 37 — [521, 284, 848, 350]
directory-entry: — Willy, Kaufm., Hasselbrookstr. 29, ✉ 23 — [869, 1457, 1135, 1472]
footer-index-note: Inhalts-Verzeichnis hinter dem Titelblatt. — [168, 2037, 590, 2062]
directory-entry: — Carl, Rangierer, Billh. Canalstr. 8, ✉ 27 — [1217, 1610, 1484, 1625]
directory-entry: — E. H., Lehrerin, Freiligrathstr. 14 — [1217, 1627, 1446, 1642]
directory-entry: Collin Wwe., A., Schneiderin, Rentzelstr. 40/42, ✉ 13 — [1217, 1253, 1533, 1285]
pointing-hand-icon: ☛ — [605, 2038, 627, 2065]
directory-entry: — Herm., Kaufm., Burgstr. 26, ✉ 25 — [1217, 1814, 1445, 1829]
directory-entry: — Wilh., Handl.-Geh., Jordanstr. 66, ✉ 22 — [869, 1389, 1131, 1404]
directory-entry: — Herm., Grünw., ☎ III, 7571, Fuhlentwiete 16, ✉ 36 — [869, 777, 1192, 809]
directory-entry: — Marie, Bundesstr. 21, ✉ 13 — [521, 1440, 710, 1455]
